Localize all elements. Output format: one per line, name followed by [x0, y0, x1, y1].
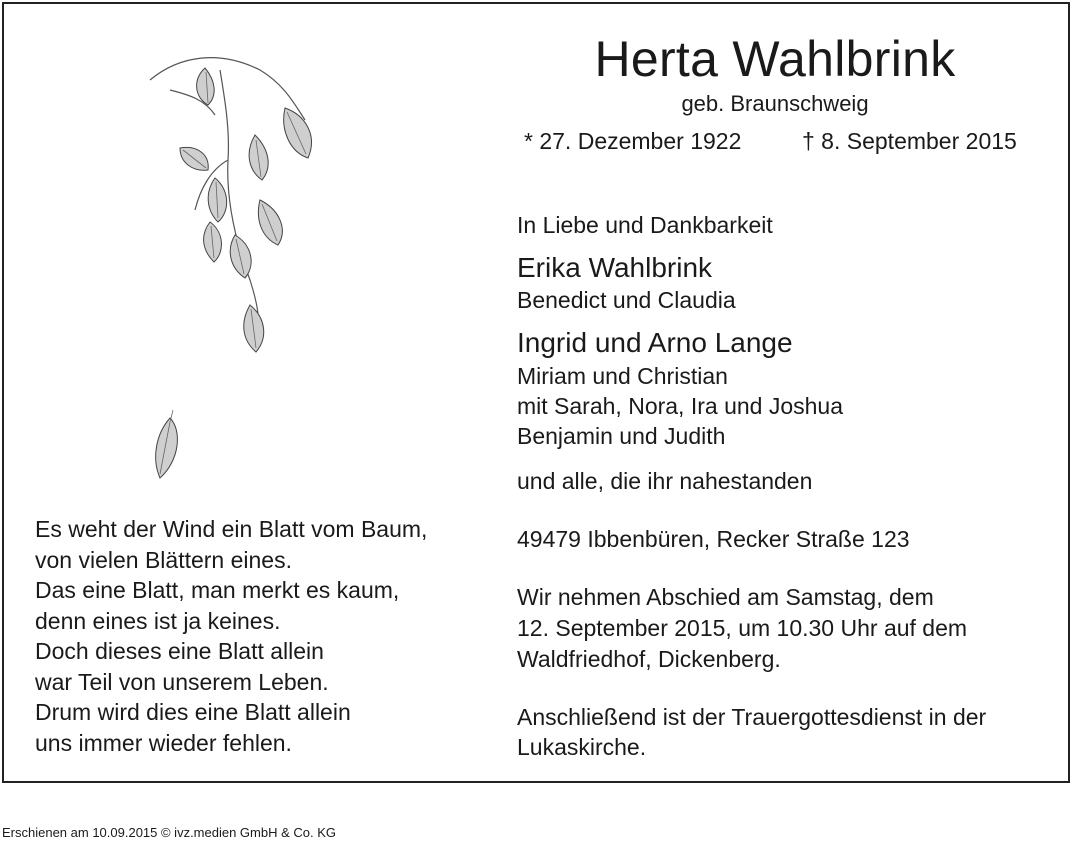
family2-member-line: mit Sarah, Nora, Ira und Joshua: [517, 393, 843, 419]
poem-line: denn eines ist ja keines.: [35, 607, 281, 634]
farewell-line: Wir nehmen Abschied am Samstag, dem: [517, 584, 934, 610]
mourners-intro: In Liebe und Dankbarkeit: [517, 212, 773, 238]
farewell-line: Waldfriedhof, Dickenberg.: [517, 646, 781, 672]
mourners-closing: und alle, die ihr nahestanden: [517, 468, 813, 494]
address: 49479 Ibbenbüren, Recker Straße 123: [517, 526, 910, 552]
birth-date: * 27. Dezember 1922: [524, 128, 742, 154]
family2-name: Ingrid und Arno Lange: [517, 327, 793, 358]
deceased-name: Herta Wahlbrink: [594, 31, 956, 87]
poem-line: Das eine Blatt, man merkt es kaum,: [35, 577, 400, 603]
service-line: Anschließend ist der Trauergottesdienst in der: [517, 704, 987, 730]
poem-line: war Teil von unserem Leben.: [35, 668, 329, 695]
poem-line: Drum wird dies eine Blatt allein: [35, 699, 351, 725]
family1-name: Erika Wahlbrink: [517, 252, 713, 283]
poem-line: uns immer wieder fehlen.: [35, 729, 292, 756]
death-date: † 8. September 2015: [802, 128, 1017, 154]
publication-footer: Erschienen am 10.09.2015 © ivz.medien GmbH & Co. KG: [2, 825, 337, 840]
birch-leaves-illustration: [110, 40, 340, 490]
poem-line: von vielen Blättern eines.: [35, 546, 292, 573]
poem: [35, 514, 427, 758]
family2-member-line: Miriam und Christian: [517, 363, 728, 389]
poem-line: Es weht der Wind ein Blatt vom Baum,: [35, 516, 428, 542]
poem-line: Doch dieses eine Blatt allein: [35, 638, 324, 664]
farewell-line: 12. September 2015, um 10.30 Uhr auf dem: [517, 615, 968, 641]
birth-name: geb. Braunschweig: [681, 91, 869, 116]
family1-members: Benedict und Claudia: [517, 287, 736, 313]
family2-member-line: Benjamin und Judith: [517, 423, 726, 449]
service-line: Lukaskirche.: [517, 734, 647, 760]
